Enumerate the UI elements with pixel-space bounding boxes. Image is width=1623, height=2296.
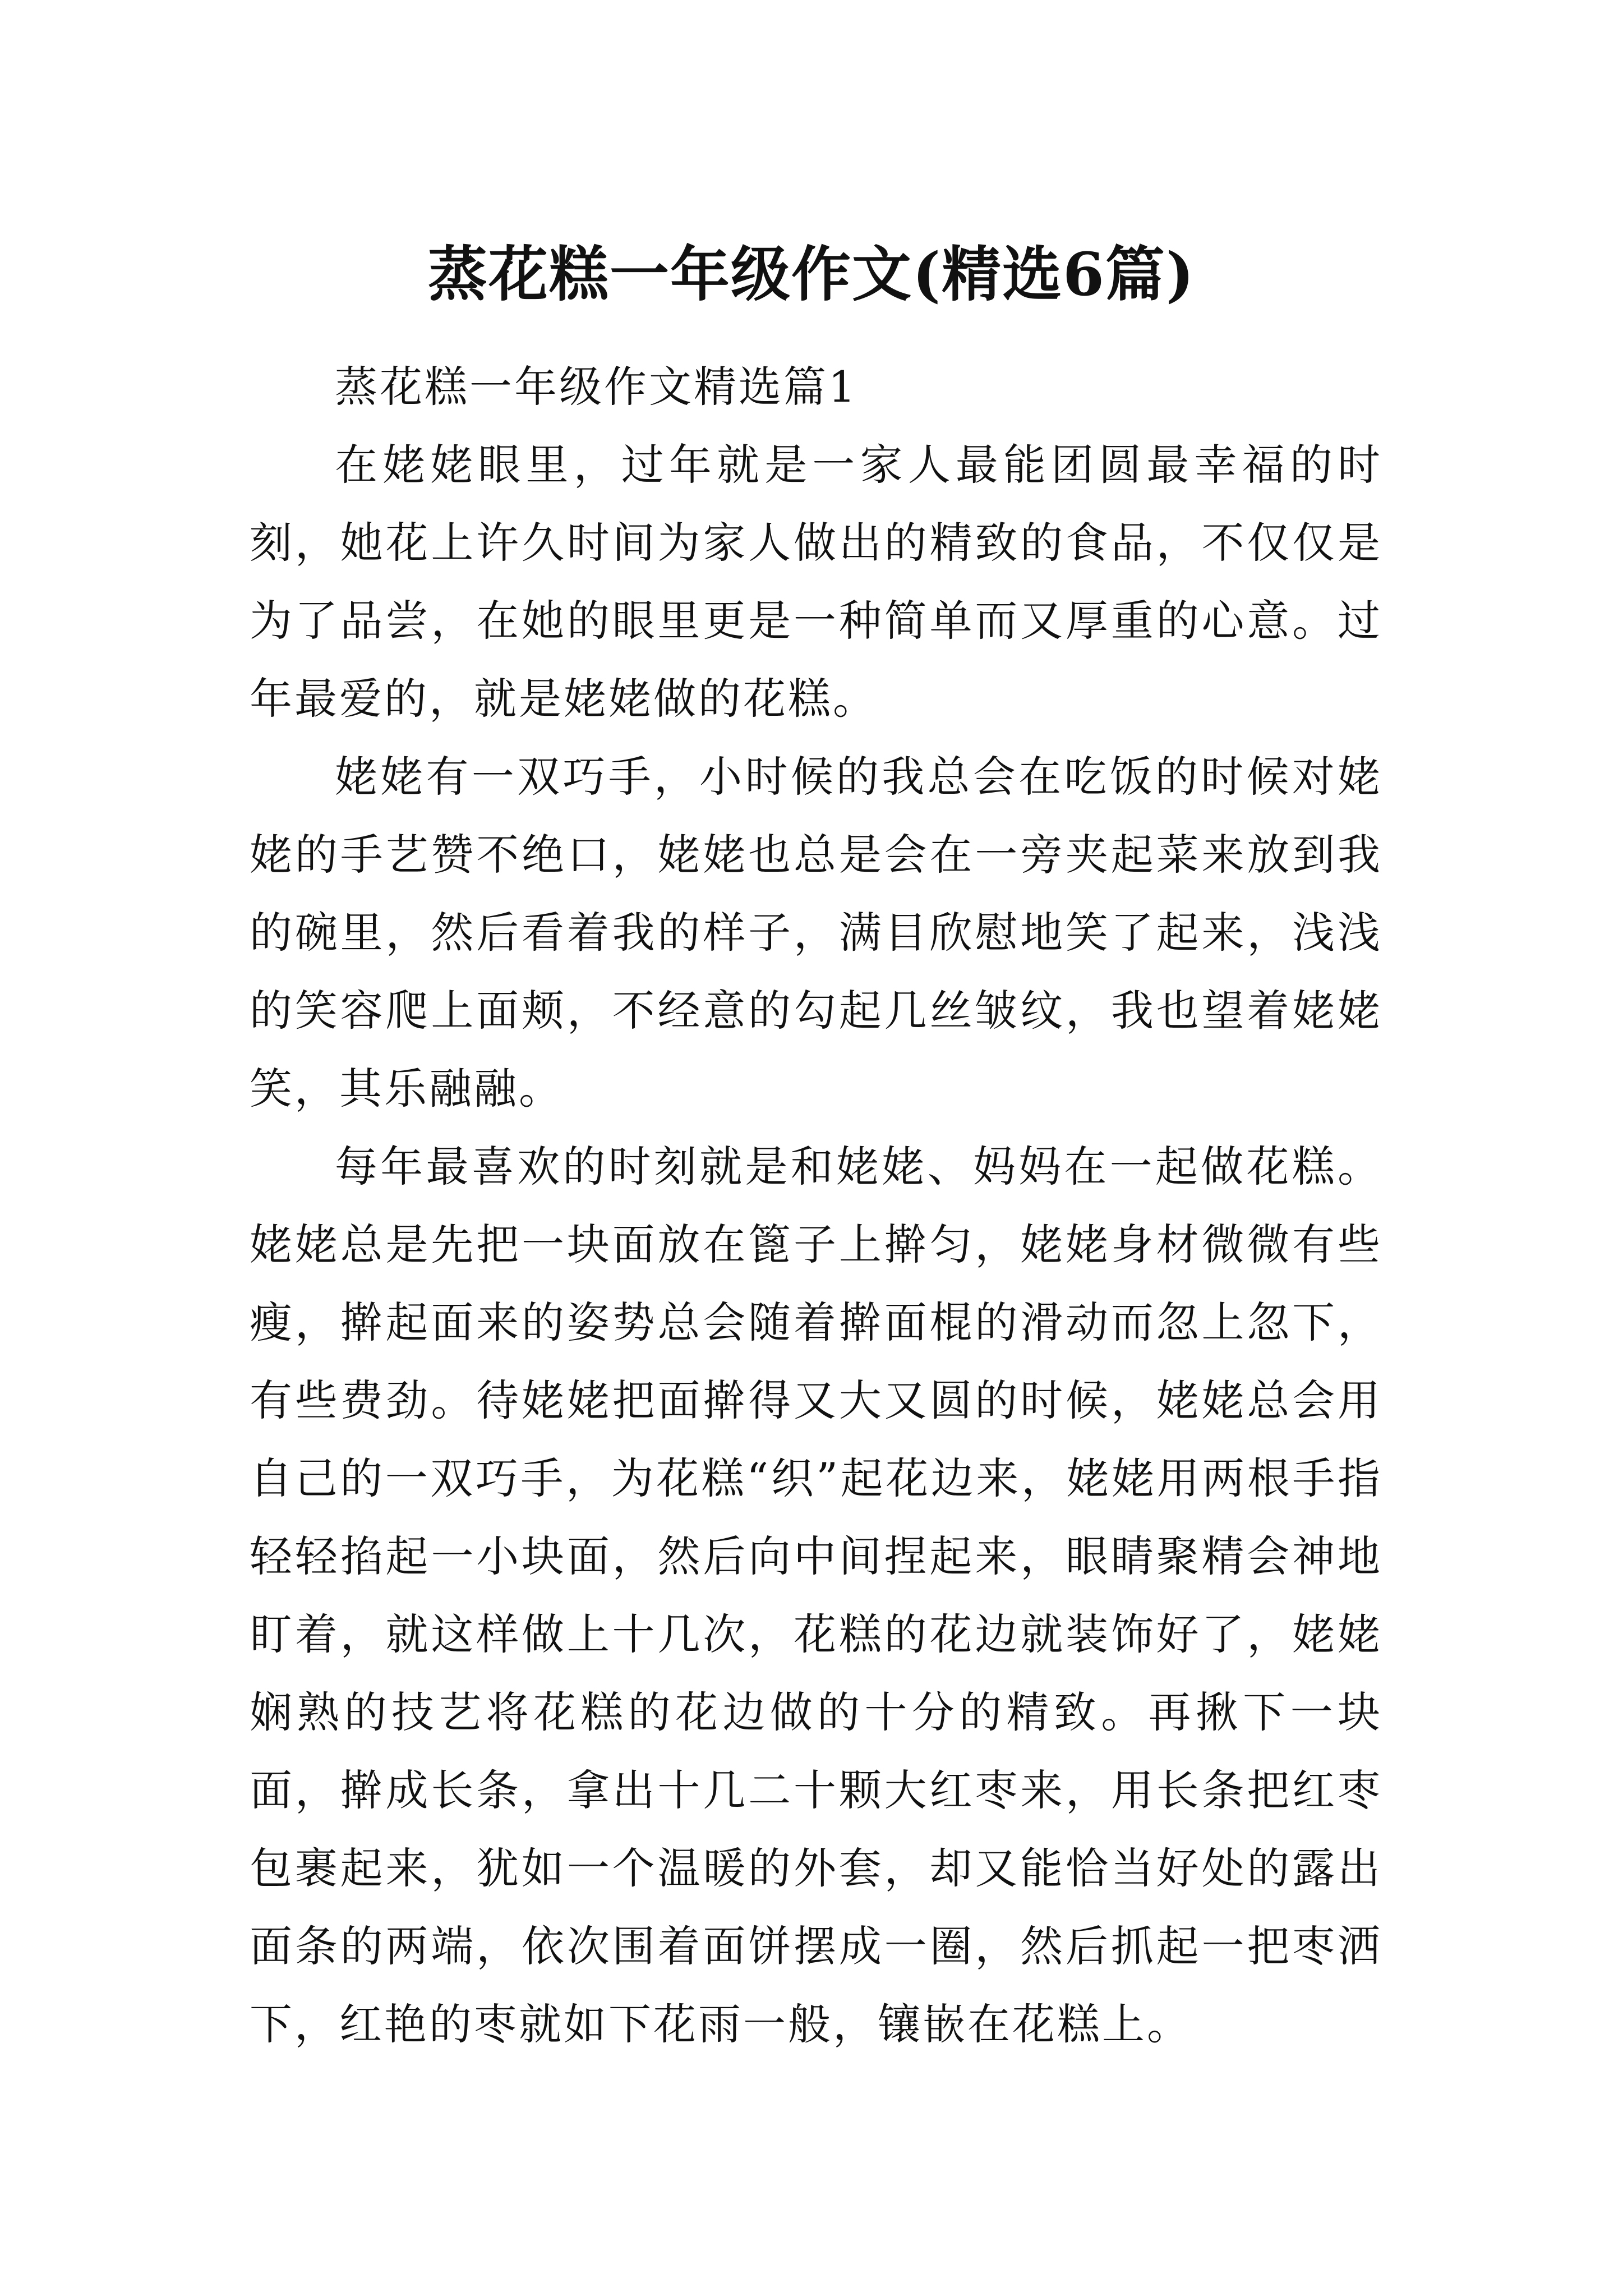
- document-title: 蒸花糕一年级作文(精选6篇): [427, 239, 1196, 310]
- paragraph-1: 在姥姥眼里，过年就是一家人最能团圆最幸福的时刻，她花上许久时间为家人做出的精致的食品，不仅仅是为了品尝，在她的眼里更是一种简单而又厚重的心意。过年最爱的，就是姥姥做的花糕。: [250, 440, 1382, 724]
- paragraph-3: 每年最喜欢的时刻就是和姥姥、妈妈在一起做花糕。姥姥总是先把一块面放在篦子上擀匀，姥姥身材微微有些瘦，擀起面来的姿势总会随着擀面棍的滑动而忽上忽下，有些费劲。待姥姥把面擀得又大又圆的时候，姥姥总会用自己的一双巧手，为花糕“织”起花边来，姥姥用两根手指轻轻掐起一小块面，然后向中间捏起来，眼睛聚精会神地盯着，就这样做上十几次，花糕的花边就装饰好了，姥姥娴熟的技艺将花糕的花边做的十分的精致。再揪下一块面，擀成长条，拿出十几二十颗大红枣来，用长条把红枣包裹起来，犹如一个温暖的外套，却又能恰当好处的露出面条的两端，依次围着面饼摆成一圈，然后抓起一把枣洒下，红艳的枣就如下花雨一般，镶嵌在花糕上。: [250, 1142, 1382, 2049]
- paragraph-2: 姥姥有一双巧手，小时候的我总会在吃饭的时候对姥姥的手艺赞不绝口，姥姥也总是会在一旁夹起菜来放到我的碗里，然后看着我的样子，满目欣慰地笑了起来，浅浅的笑容爬上面颊，不经意的勾起几丝皱纹，我也望着姥姥笑，其乐融融。: [250, 752, 1382, 1114]
- section-heading: 蒸花糕一年级作文精选篇1: [335, 362, 858, 412]
- document-body: [250, 348, 1382, 2063]
